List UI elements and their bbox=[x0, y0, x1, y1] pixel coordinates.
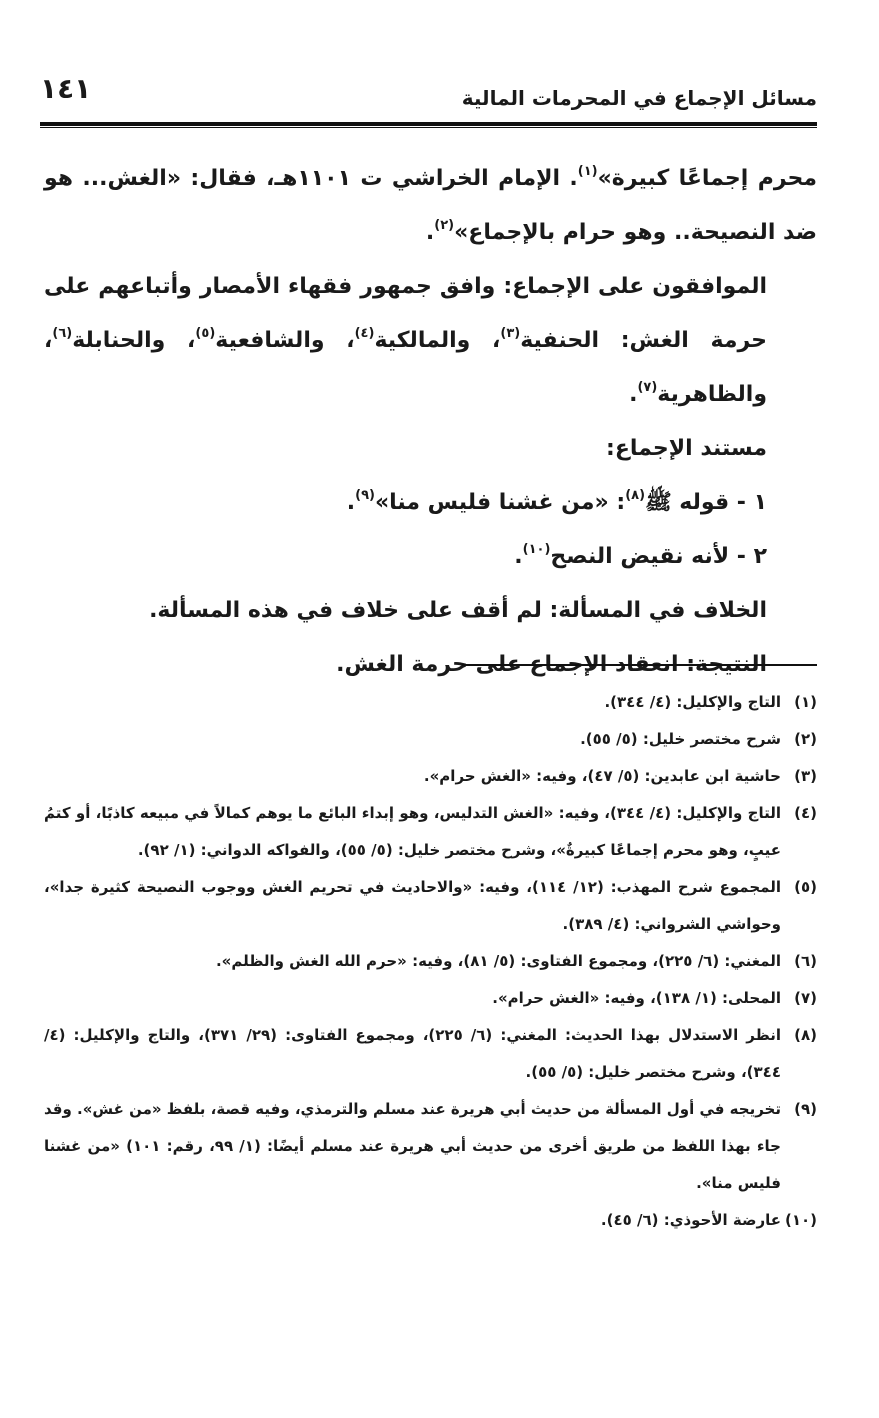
footnote-text: المغني: (٦/ ٢٢٥)، ومجموع الفتاوى: (٥/ ٨١)، وفيه: «حرم الله الغش والظلم». bbox=[215, 952, 781, 970]
footnote-text: شرح مختصر خليل: (٥/ ٥٥). bbox=[580, 730, 781, 748]
footnote-ref: (٣) bbox=[500, 326, 521, 341]
footnotes bbox=[44, 684, 817, 1239]
footnote-number: (٣) bbox=[794, 767, 817, 785]
footnote bbox=[44, 1017, 817, 1091]
footnote-number: (١٠) bbox=[784, 1211, 817, 1229]
footnote-number: (٦) bbox=[794, 952, 817, 970]
footnote-number: (٤) bbox=[794, 804, 817, 822]
running-title: مسائل الإجماع في المحرمات المالية bbox=[461, 86, 817, 110]
footnote bbox=[44, 980, 817, 1017]
footnote-number: (٨) bbox=[794, 1026, 817, 1044]
paragraph-result: النتيجة: انعقاد الإجماع على حرمة الغش. bbox=[336, 652, 767, 677]
footnote-ref: (٤) bbox=[354, 326, 375, 341]
footnote-number: (٢) bbox=[794, 730, 817, 748]
footnote-text: حاشية ابن عابدين: (٥/ ٤٧)، وفيه: «الغش حرام». bbox=[423, 767, 781, 785]
footnote-text: التاج والإكليل: (٤/ ٣٤٤). bbox=[604, 693, 781, 711]
footnote-number: (٥) bbox=[794, 878, 817, 896]
footnote-ref: (٨) bbox=[625, 488, 646, 503]
footnote-number: (٧) bbox=[794, 989, 817, 1007]
paragraph-agreeing-scholars: الموافقون على الإجماع: وافق جمهور فقهاء الأمصار وأتباعهم على حرمة الغش: الحنفية$^{(٣)}$، والمالكية$^{(٤)}$، والشافعية$^{(٥)}$، والحنابلة$^{(٦)}$، والظاهرية$^{(٧)}$. bbox=[44, 274, 767, 407]
footnote-text: عارضة الأحوذي: (٦/ ٤٥). bbox=[600, 1211, 781, 1229]
header-rule bbox=[40, 122, 817, 128]
evidence-item: ٢ - لأنه نقيض النصح$^{(١٠)}$. bbox=[514, 542, 767, 569]
footnote bbox=[44, 869, 817, 943]
footnote-separator bbox=[462, 664, 817, 666]
evidence-item: ١ - قوله ﷺ$^{(٨)}$: «من غشنا فليس منا»$^{(٩)}$. bbox=[346, 488, 767, 515]
footnote-ref: (٥) bbox=[195, 326, 216, 341]
section-heading-evidence: مستند الإجماع: bbox=[606, 436, 767, 461]
footnote-ref: (٦) bbox=[52, 326, 73, 341]
footnote-ref: (١٠) bbox=[522, 542, 551, 557]
page-number: ١٤١ bbox=[40, 72, 92, 105]
footnote bbox=[44, 795, 817, 869]
running-header bbox=[40, 66, 817, 126]
footnote-ref: (٢) bbox=[434, 218, 455, 233]
footnote-ref: (١) bbox=[577, 164, 598, 179]
footnote-text: التاج والإكليل: (٤/ ٣٤٤)، وفيه: «الغش التدليس، وهو إبداء البائع ما يوهم كمالاً في مبيعه كاذبًا، أو كتمُ عيبٍ، وهو محرم إجماعًا كبيرةٌ»، وشرح مختصر خليل: (٥/ ٥٥)، والفواكه الدواني: (١/ ٩٢). bbox=[44, 804, 781, 859]
footnote-number: (١) bbox=[794, 693, 817, 711]
paragraph-disagreement: الخلاف في المسألة: لم أقف على خلاف في هذه المسألة. bbox=[149, 598, 767, 623]
paragraph: محرم إجماعًا كبيرة»$^{(١)}$. الإمام الخراشي ت ١١٠١هـ، فقال: «الغش... هو ضد النصيحة.. وهو حرام بالإجماع»$^{(٢)}$. bbox=[44, 164, 817, 245]
footnote-ref: (٩) bbox=[355, 488, 375, 503]
footnote bbox=[44, 1091, 817, 1202]
footnote-number: (٩) bbox=[794, 1100, 817, 1118]
footnote bbox=[44, 721, 817, 758]
footnote-ref: (٧) bbox=[637, 380, 658, 395]
footnote-text: المجموع شرح المهذب: (١٢/ ١١٤)، وفيه: «والاحاديث في تحريم الغش ووجوب النصيحة كثيرة جدا»، وحواشي الشرواني: (٤/ ٣٨٩). bbox=[44, 878, 782, 933]
footnote-text: انظر الاستدلال بهذا الحديث: المغني: (٦/ ٢٢٥)، ومجموع الفتاوى: (٢٩/ ٣٧١)، والتاج والإكليل: (٤/ ٣٤٤)، وشرح مختصر خليل: (٥/ ٥٥). bbox=[44, 1026, 781, 1081]
footnote bbox=[44, 758, 817, 795]
footnote-text: المحلى: (١/ ١٣٨)، وفيه: «الغش حرام». bbox=[492, 989, 781, 1007]
footnote bbox=[44, 943, 817, 980]
footnote bbox=[44, 1202, 817, 1239]
footnote-text: تخريجه في أول المسألة من حديث أبي هريرة عند مسلم والترمذي، وفيه قصة، بلفظ «من غش». وقد جاء بهذا اللفظ من طريق أخرى من حديث أبي هريرة عند مسلم أيضًا: (١/ ٩٩، رقم: ١٠١) «من غشنا فليس منا». bbox=[44, 1100, 781, 1192]
main-text bbox=[44, 152, 817, 692]
footnote bbox=[44, 684, 817, 721]
